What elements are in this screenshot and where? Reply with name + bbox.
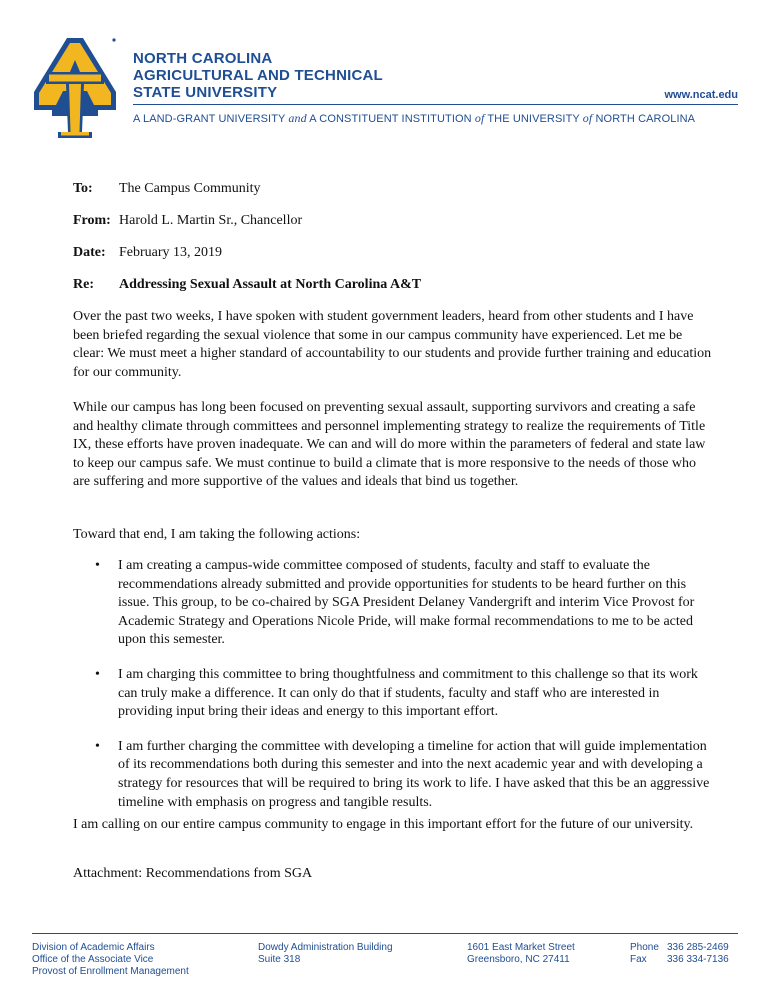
university-name-line: NORTH CAROLINA xyxy=(133,50,273,67)
bullet-icon: • xyxy=(95,558,100,573)
tagline-text: NORTH CAROLINA xyxy=(592,113,696,125)
memo-from-label: From: xyxy=(73,213,111,228)
action-text: I am charging this committee to bring thoughtfulness and commitment to this challenge so that its work can truly make a difference. It can only do that if students, faculty and staff who are interested in providing input bring their ideas and energy to this important effort. xyxy=(118,666,698,720)
memo-from xyxy=(73,213,302,229)
footer-line: Provost of Enrollment Management xyxy=(32,966,189,977)
footer-address xyxy=(467,942,575,966)
memo-from-value: Harold L. Martin Sr., Chancellor xyxy=(119,213,303,228)
footer-line: Division of Academic Affairs xyxy=(32,942,155,953)
footer-line: Office of the Associate Vice xyxy=(32,954,154,965)
footer-line: Greensboro, NC 27411 xyxy=(467,954,570,965)
footer-divider xyxy=(32,933,738,934)
body-paragraph: Over the past two weeks, I have spoken with student government leaders, heard from other students and I have been briefed regarding the sexual violence that some in our campus community have experienced. Let me be clear: We must meet a higher standard of accountability to our students and provide further training and education for our community. xyxy=(73,309,712,380)
memo-re xyxy=(73,277,421,293)
university-name-line: AGRICULTURAL AND TECHNICAL xyxy=(133,67,383,84)
bullet-icon: • xyxy=(95,666,100,682)
footer-phone xyxy=(630,942,729,954)
footer-line: 1601 East Market Street xyxy=(467,942,575,953)
fax-number: 336 334-7136 xyxy=(667,954,729,965)
footer-fax xyxy=(630,954,729,966)
university-name xyxy=(133,50,383,101)
memo-date-value: February 13, 2019 xyxy=(119,245,223,260)
footer-division xyxy=(32,942,189,978)
website-link[interactable]: www.ncat.edu xyxy=(664,89,738,101)
footer-line: Dowdy Administration Building xyxy=(258,942,393,953)
tagline-and: and xyxy=(288,111,307,125)
aggie-logo xyxy=(32,36,118,140)
tagline-of: of xyxy=(474,111,485,125)
tagline-text: THE UNIVERSITY xyxy=(484,113,583,125)
bullet-icon: • xyxy=(95,738,100,754)
memo-re-value: Addressing Sexual Assault at North Carolina A&T xyxy=(119,277,422,292)
list-item xyxy=(95,666,713,722)
tagline-text: A CONSTITUENT INSTITUTION xyxy=(306,113,475,125)
list-item xyxy=(95,738,713,812)
memo-to-value: The Campus Community xyxy=(119,181,261,196)
memo-to xyxy=(73,181,261,197)
action-text: I am creating a campus-wide committee composed of students, faculty and staff to evaluate the recommendations already submitted and provide opportunities for students to be heard further on this issue. This group, to be co-chaired by SGA President Delaney Vandergrift and interim Vice Provost for Academic Strategy and Operations Nicole Pride, will make formal recommendations to me to be acted upon this semester. xyxy=(118,558,695,648)
footer-building xyxy=(258,942,393,966)
header-divider xyxy=(133,104,738,105)
university-name-line: STATE UNIVERSITY xyxy=(133,84,278,101)
fax-label: Fax xyxy=(630,954,647,965)
memo-date xyxy=(73,245,222,261)
list-item xyxy=(95,557,713,650)
action-text: I am further charging the committee with developing a timeline for action that will guide implementation of its recommendations both during this semester and into the next academic year and with developing a strategy for resources that will be required to bring its work to life. I have asked that this be an aggressive timeline with emphasis on progress and tangible results. xyxy=(118,738,710,810)
memo-date-label: Date: xyxy=(73,245,106,260)
body-paragraph: Toward that end, I am taking the following actions: xyxy=(73,527,361,542)
attachment-line: Attachment: Recommendations from SGA xyxy=(73,866,313,881)
closing-paragraph: I am calling on our entire campus community to engage in this important effort for the future of our university. xyxy=(73,817,694,832)
memo-re-label: Re: xyxy=(73,277,94,292)
action-list xyxy=(95,557,713,828)
phone-number: 336 285-2469 xyxy=(667,942,729,953)
body-paragraph: While our campus has long been focused on preventing sexual assault, supporting survivors and creating a safe and healthy climate through committees and personnel implementing strategy to realize the requirements of Title IX, these efforts have proven inadequate. We can and will do more within the parameters of federal and state law to keep our campus safe. We must continue to build a climate that is more responsive to the needs of those who are suffering and more supportive of the values and ideals that bind us together. xyxy=(73,400,706,490)
footer-contact xyxy=(630,942,729,966)
tagline xyxy=(133,111,695,126)
phone-label: Phone xyxy=(630,942,659,953)
tagline-of: of xyxy=(582,111,593,125)
memo-to-label: To: xyxy=(73,181,93,196)
footer-line: Suite 318 xyxy=(258,954,301,965)
tagline-text: A LAND-GRANT UNIVERSITY xyxy=(133,113,289,125)
